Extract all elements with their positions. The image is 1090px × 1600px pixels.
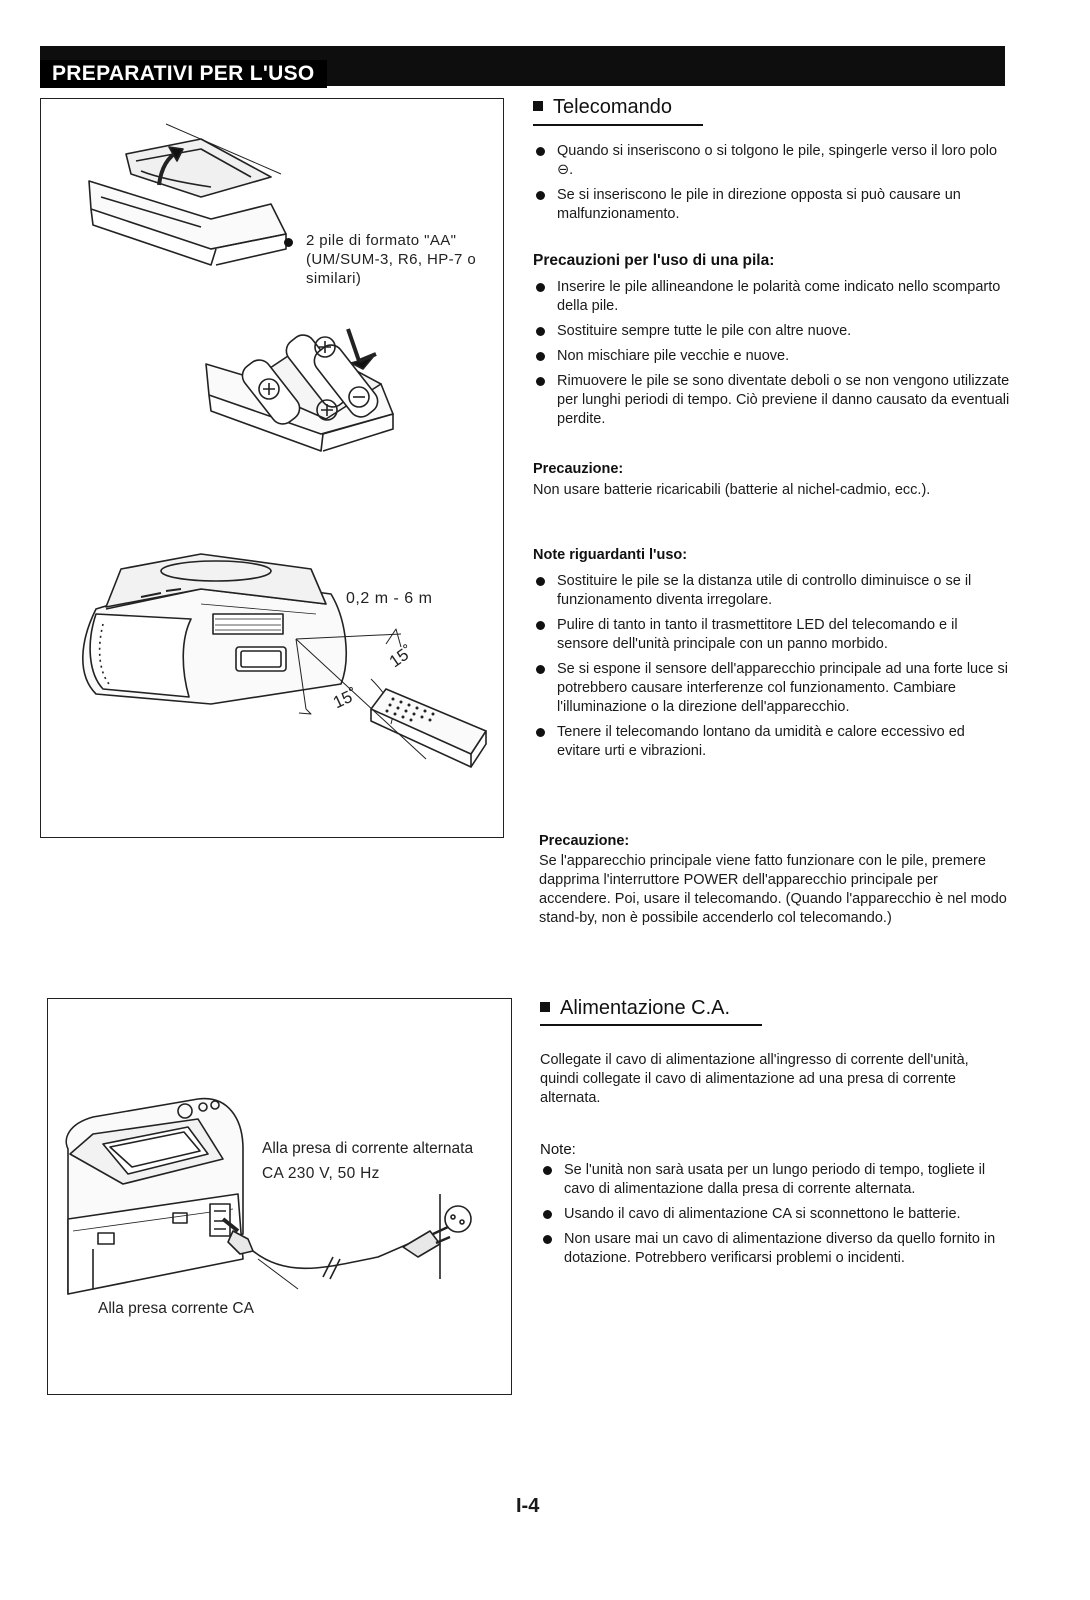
list-item: Rimuovere le pile se sono diventate deboli o se non vengono utilizzate per lunghi periodi di tempo. Ciò previene il danno causato da eventuali perdite. xyxy=(533,372,1011,429)
alimentazione-notes-section xyxy=(540,1161,1010,1274)
caution1-heading: Precauzione: xyxy=(533,461,624,477)
list-item: Se si inseriscono le pile in direzione opposta si può causare un malfunzionamento. xyxy=(533,186,1011,224)
outlet-label-line2: CA 230 V, 50 Hz xyxy=(262,1165,380,1182)
alimentazione-heading-rule xyxy=(540,1024,762,1026)
heading-square-icon xyxy=(533,101,543,111)
alimentazione-heading xyxy=(540,997,730,1020)
remote-illustration xyxy=(41,99,503,837)
notes-list xyxy=(533,572,1011,761)
alimentazione-title: Alimentazione C.A. xyxy=(560,997,731,1019)
battery-note-bullet xyxy=(284,238,293,247)
precautions-section xyxy=(533,278,1011,435)
telecomando-heading-rule xyxy=(533,124,703,126)
figure-ac-power xyxy=(47,998,512,1395)
caution2-text: Se l'apparecchio principale viene fatto funzionare con le pile, premere dapprima l'interruttore POWER dell'apparecchio principale per accendere. Poi, usare il telecomando. (Quando l'apparecchio è nel modo stand-by, non è possibile accenderlo col telecomando.) xyxy=(539,853,1007,926)
notes-heading: Note riguardanti l'uso: xyxy=(533,547,688,563)
list-item: Sostituire le pile se la distanza utile di controllo diminuisce o se il funzionamento diventa irregolare. xyxy=(533,572,1011,610)
list-item: Non usare mai un cavo di alimentazione diverso da quello fornito in dotazione. Potrebbero verificarsi problemi o incidenti. xyxy=(540,1230,1010,1268)
range-distance-label: 0,2 m - 6 m xyxy=(346,590,433,607)
telecomando-bullets xyxy=(533,142,1011,224)
heading-square-icon xyxy=(540,1002,550,1012)
telecomando-section xyxy=(533,142,1011,230)
angle-lower-label: 15˚ xyxy=(330,684,361,713)
page-title: PREPARATIVI PER L'USO xyxy=(40,60,327,88)
list-item: Inserire le pile allineandone le polarità come indicato nello scomparto della pile. xyxy=(533,278,1011,316)
list-item: Se l'unità non sarà usata per un lungo periodo di tempo, togliete il cavo di alimentazione dalla presa di corrente alternata. xyxy=(540,1161,1010,1199)
socket-label: Alla presa corrente CA xyxy=(98,1300,254,1317)
precautions-heading: Precauzioni per l'uso di una pila: xyxy=(533,252,775,269)
page-number: I-4 xyxy=(516,1495,540,1517)
list-item: Se si espone il sensore dell'apparecchio principale ad una forte luce si potrebbero causare interferenze col funzionamento. Cambiare l'illuminazione o la direzione dell'apparecchio. xyxy=(533,660,1011,717)
list-item: Non mischiare pile vecchie e nuove. xyxy=(533,347,1011,366)
telecomando-title: Telecomando xyxy=(553,96,672,118)
alimentazione-notes-list xyxy=(540,1161,1010,1268)
list-item: Sostituire sempre tutte le pile con altre nuove. xyxy=(533,322,1011,341)
list-item: Quando si inseriscono o si tolgono le pile, spingerle verso il loro polo ⊖. xyxy=(533,142,1011,180)
list-item: Pulire di tanto in tanto il trasmettitore LED del telecomando e il sensore dell'unità principale con un panno morbido. xyxy=(533,616,1011,654)
telecomando-heading xyxy=(533,96,672,119)
list-item: Tenere il telecomando lontano da umidità e calore eccessivo ed evitare urti e vibrazioni. xyxy=(533,723,1011,761)
caution2-heading: Precauzione: xyxy=(539,833,630,849)
notes-section xyxy=(533,572,1011,767)
precautions-list xyxy=(533,278,1011,429)
outlet-label-line1: Alla presa di corrente alternata xyxy=(262,1140,474,1157)
angle-upper-label: 15˚ xyxy=(385,641,417,672)
battery-note: 2 pile di formato "AA" (UM/SUM-3, R6, HP-7 o similari) xyxy=(306,232,477,287)
alimentazione-notes-heading: Note: xyxy=(540,1141,576,1158)
alimentazione-intro: Collegate il cavo di alimentazione all'ingresso di corrente dell'unità, quindi collegate il cavo di alimentazione ad una presa di corrente alternata. xyxy=(540,1052,969,1106)
figure-remote-batteries xyxy=(40,98,504,838)
caution1-text: Non usare batterie ricaricabili (batterie al nichel-cadmio, ecc.). xyxy=(533,482,931,498)
ac-power-illustration xyxy=(48,999,511,1394)
list-item: Usando il cavo di alimentazione CA si sconnettono le batterie. xyxy=(540,1205,1010,1224)
